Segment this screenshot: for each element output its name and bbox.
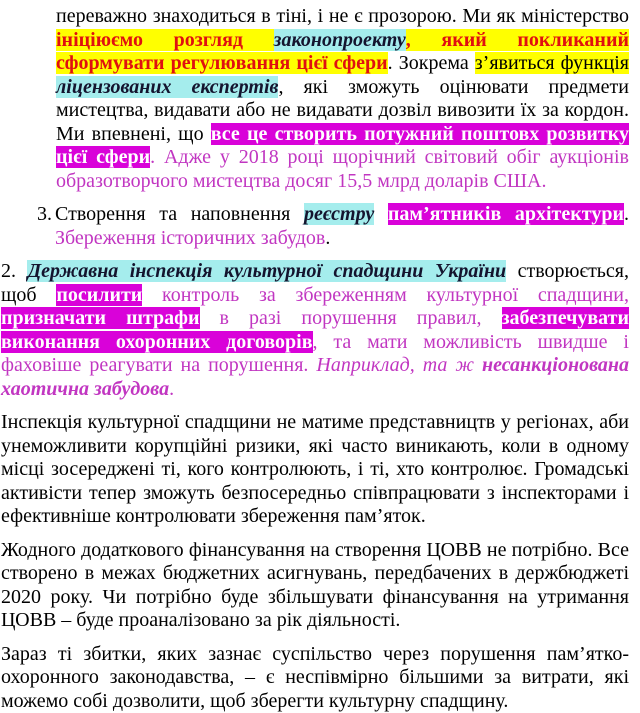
text-run-plain: переважно знаходиться в тіні, і не є прозорою. Ми як міністерство bbox=[56, 5, 629, 27]
text-run-magenta: Збереження історичних забудов bbox=[55, 227, 325, 249]
text-run-yellow-red: ініціюємо розгляд bbox=[56, 29, 274, 51]
text-run-plain: . bbox=[325, 227, 330, 249]
text-run-magenta-strong: призначати штрафи bbox=[1, 307, 200, 329]
text-run-plain: , які зможуть оцінювати предмети мистецтва, видавати або не видавати дозвіл вивозити їх за кордон. Ми впевнені, що bbox=[56, 76, 629, 145]
text-run-yellow: з’явиться функція bbox=[475, 52, 629, 74]
text-run-plain: . bbox=[624, 203, 629, 225]
text-run-plain bbox=[374, 203, 388, 225]
text-run-magenta-bold-italic: несанкціонована хаотична забудова bbox=[1, 354, 629, 400]
text-run-magenta-strong: пам’ятників архітектури bbox=[388, 203, 624, 225]
paragraph-2-inspection bbox=[1, 260, 629, 401]
text-run-magenta-strong: все це створить потужний поштовх розвитку цієї сфери bbox=[56, 123, 629, 169]
text-run-magenta: . bbox=[169, 378, 174, 400]
text-run-plain: 2. bbox=[1, 260, 27, 282]
text-run-cyan-term: ліцензованих експертів bbox=[56, 76, 278, 98]
text-run-magenta-strong: забезпечувати виконання охоронних договорів bbox=[1, 307, 629, 353]
text-run-magenta: . Адже у 2018 році щорічний світовий обіг аукціонів образотворчого мистецтва досяг 15,5 млрд доларів США. bbox=[56, 146, 629, 192]
text-run-cyan-term: Державна інспекція культурної спадщини України bbox=[27, 260, 506, 282]
text-run-plain: . Зокрема bbox=[388, 52, 475, 74]
text-run-cyan-term: реєстру bbox=[304, 203, 374, 225]
text-run-cyan-term: законопроекту bbox=[274, 29, 406, 51]
paragraph-funding bbox=[1, 539, 629, 633]
text-run-plain: Створення та наповнення bbox=[55, 203, 304, 225]
document-content bbox=[0, 5, 640, 713]
text-run-plain: Жодного додаткового фінансування на створення ЦОВВ не потрібно. Все створено в межах бюджетних асигнувань, передбачених в держбюджеті 2020 року. Чи потрібно буде збільшувати фінансування на утримання ЦОВВ – буде проаналізовано за рік діяльності. bbox=[1, 539, 629, 632]
text-run-magenta-strong: посилити bbox=[56, 284, 142, 306]
text-run-magenta: в разі порушення правил, bbox=[200, 307, 502, 329]
text-run-plain: Інспекція культурної спадщини не матиме представництв у регіонах, аби унеможливити корупційні ризики, які часто виникають, коли в одному місці зосереджені ті, кого контролюють, і ті, хто контролює. Громадські активісти тепер зможуть безпосередньо співпрацювати з інспекторами і ефективніше контролювати збереження пам’яток. bbox=[1, 411, 629, 527]
paragraph-losses bbox=[1, 643, 629, 713]
text-run-magenta: контроль за збереженням культурної спадщини, bbox=[142, 284, 629, 306]
paragraph-art-market bbox=[56, 5, 629, 193]
text-run-plain: створюється, щоб bbox=[1, 260, 629, 306]
paragraph-no-regional-offices bbox=[1, 411, 629, 529]
list-item-3 bbox=[55, 203, 629, 250]
text-run-plain: Зараз ті збитки, яких зазнає суспільство через порушення пам’ятко-охоронного законодавства, – є неспівмірно більшими за витрати, які можемо собі дозволити, щоб зберегти культурну спадщину. bbox=[1, 643, 629, 712]
text-run-magenta-italic: Наприклад, та ж bbox=[316, 354, 482, 376]
text-run-yellow-red: , який покликаний сформувати регулювання цієї сфери bbox=[56, 29, 629, 75]
list-item-number: 3. bbox=[37, 203, 52, 227]
text-run-magenta: , та мати можливість швидше і фаховіше реагувати на порушення. bbox=[1, 331, 629, 377]
